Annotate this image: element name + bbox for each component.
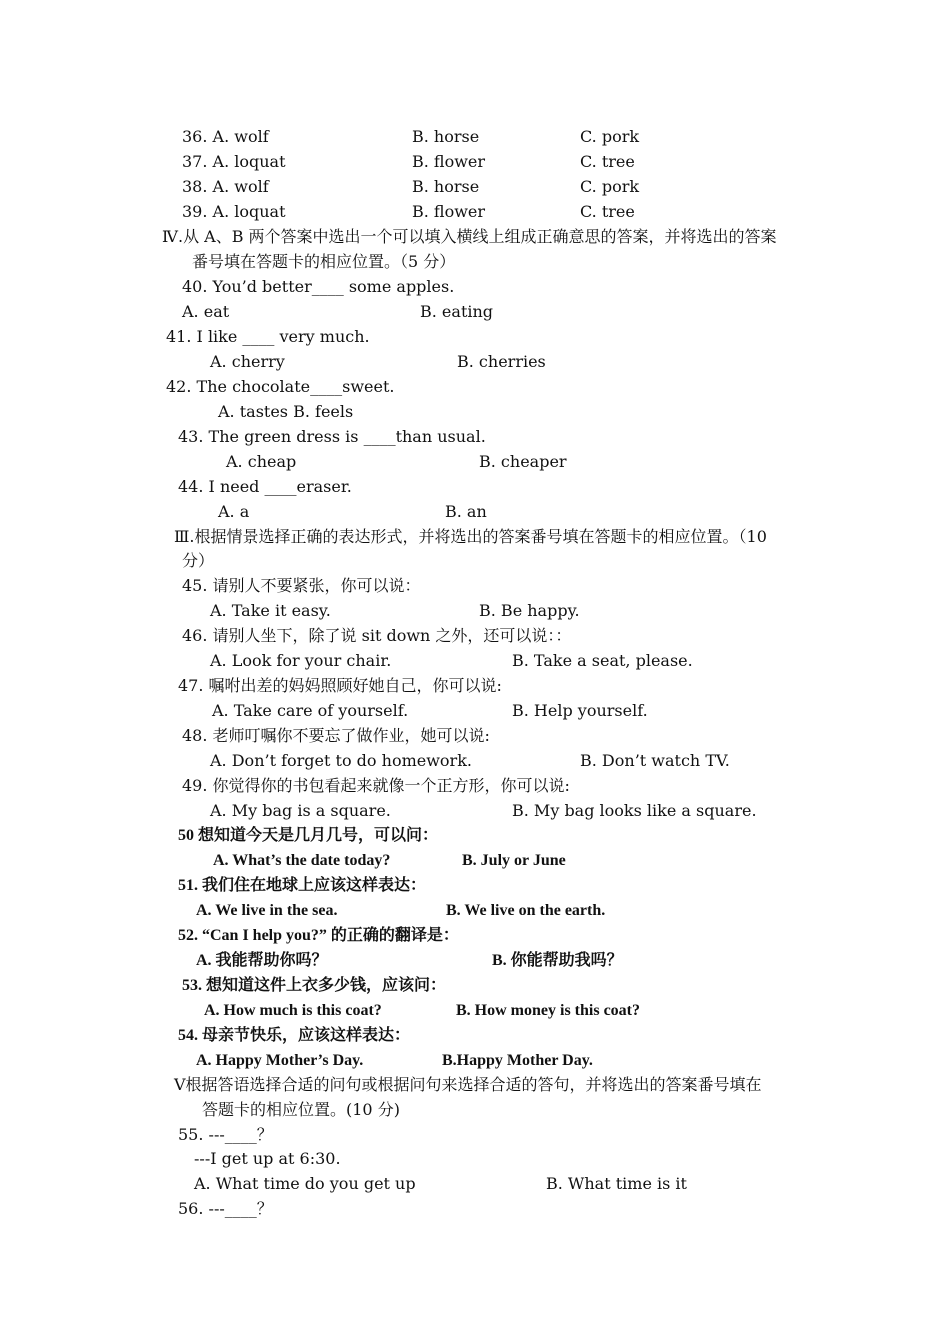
q49-option-b: B. My bag looks like a square. xyxy=(512,801,757,820)
q52-stem: 52. “Can I help you?” 的正确的翻译是： xyxy=(178,927,459,944)
q46-stem: 46. 请别人坐下，除了说 sit down 之外，还可以说：： xyxy=(182,626,572,645)
q38-option-b: B. horse xyxy=(412,177,480,196)
q47-option-b: B. Help yourself. xyxy=(512,701,648,720)
q36-option-c: C. pork xyxy=(580,127,640,146)
q36-option-b: B. horse xyxy=(412,127,480,146)
q50-option-b: B. July or June xyxy=(462,852,566,869)
q45-option-b: B. Be happy. xyxy=(479,601,580,620)
q55-answer-line: ---I get up at 6:30. xyxy=(194,1149,341,1168)
q53-stem: 53. 想知道这件上衣多少钱，应该问： xyxy=(182,977,447,994)
q36-option-a: 36. A. wolf xyxy=(182,127,269,146)
q39-option-b: B. flower xyxy=(412,202,486,221)
q49-option-a: A. My bag is a square. xyxy=(210,801,391,820)
q40-option-b: B. eating xyxy=(420,302,494,321)
q54-stem: 54. 母亲节快乐，应该这样表达： xyxy=(178,1027,411,1044)
q43-stem: 43. The green dress is ____than usual. xyxy=(178,427,486,446)
q37-option-a: 37. A. loquat xyxy=(182,152,286,171)
q41-stem: 41. I like ____ very much. xyxy=(166,327,370,346)
q55-stem: 55. ---____？ xyxy=(178,1125,273,1144)
q42-options: A. tastes B. feels xyxy=(218,402,354,421)
q39-option-c: C. tree xyxy=(580,202,635,221)
q43-option-a: A. cheap xyxy=(226,452,297,471)
q53-option-b: B. How money is this coat? xyxy=(456,1002,640,1019)
q42-stem: 42. The chocolate____sweet. xyxy=(166,377,395,396)
q44-stem: 44. I need ____eraser. xyxy=(178,477,352,496)
q52-option-b: B. 你能帮助我吗？ xyxy=(492,952,623,969)
q47-stem: 47. 嘱咐出差的妈妈照顾好她自己，你可以说: xyxy=(178,676,502,695)
q48-option-a: A. Don’t forget to do homework. xyxy=(210,751,472,770)
q43-option-b: B. cheaper xyxy=(479,452,567,471)
q37-option-b: B. flower xyxy=(412,152,486,171)
q40-stem: 40. You’d better____ some apples. xyxy=(182,277,455,296)
q45-stem: 45. 请别人不要紧张，你可以说： xyxy=(182,576,421,595)
q50-stem: 50 想知道今天是几月几号，可以问： xyxy=(178,827,439,844)
q52-option-a: A. 我能帮助你吗？ xyxy=(196,952,328,969)
q37-option-c: C. tree xyxy=(580,152,635,171)
q51-option-b: B. We live on the earth. xyxy=(446,902,606,919)
section-3-heading-cont: 分） xyxy=(182,551,215,570)
q49-stem: 49. 你觉得你的书包看起来就像一个正方形，你可以说: xyxy=(182,776,570,795)
q44-option-b: B. an xyxy=(445,502,487,521)
q55-option-b: B. What time is it xyxy=(546,1174,687,1193)
section-5-heading: Ⅴ根据答语选择合适的问句或根据问句来选择合适的答句，并将选出的答案番号填在 xyxy=(174,1075,762,1094)
q46-option-b: B. Take a seat, please. xyxy=(512,651,693,670)
section-4-heading: Ⅳ.从 A、B 两个答案中选出一个可以填入横线上组成正确意思的答案，并将选出的答案 xyxy=(162,227,777,246)
q53-option-a: A. How much is this coat? xyxy=(204,1002,382,1019)
q54-option-b: B.Happy Mother Day. xyxy=(442,1052,593,1069)
q47-option-a: A. Take care of yourself. xyxy=(212,701,409,720)
q48-option-b: B. Don’t watch TV. xyxy=(580,751,730,770)
q39-option-a: 39. A. loquat xyxy=(182,202,286,221)
q50-option-a: A. What’s the date today? xyxy=(213,852,391,869)
q54-option-a: A. Happy Mother’s Day. xyxy=(196,1052,364,1069)
q38-option-c: C. pork xyxy=(580,177,640,196)
q56-stem: 56. ---____？ xyxy=(178,1199,273,1218)
q48-stem: 48. 老师叮嘱你不要忘了做作业，她可以说: xyxy=(182,726,490,745)
q40-option-a: A. eat xyxy=(182,302,230,321)
q46-option-a: A. Look for your chair. xyxy=(210,651,392,670)
q55-option-a: A. What time do you get up xyxy=(194,1174,416,1193)
q44-option-a: A. a xyxy=(218,502,250,521)
section-5-heading-cont: 答题卡的相应位置。(10 分) xyxy=(202,1100,400,1119)
section-3-heading: Ⅲ.根据情景选择正确的表达形式，并将选出的答案番号填在答题卡的相应位置。（10 xyxy=(174,527,767,546)
q38-option-a: 38. A. wolf xyxy=(182,177,269,196)
q51-option-a: A. We live in the sea. xyxy=(196,902,338,919)
q45-option-a: A. Take it easy. xyxy=(210,601,331,620)
q41-option-a: A. cherry xyxy=(210,352,285,371)
q51-stem: 51. 我们住在地球上应该这样表达： xyxy=(178,877,427,894)
q41-option-b: B. cherries xyxy=(457,352,546,371)
section-4-heading-cont: 番号填在答题卡的相应位置。（5 分） xyxy=(192,252,456,271)
